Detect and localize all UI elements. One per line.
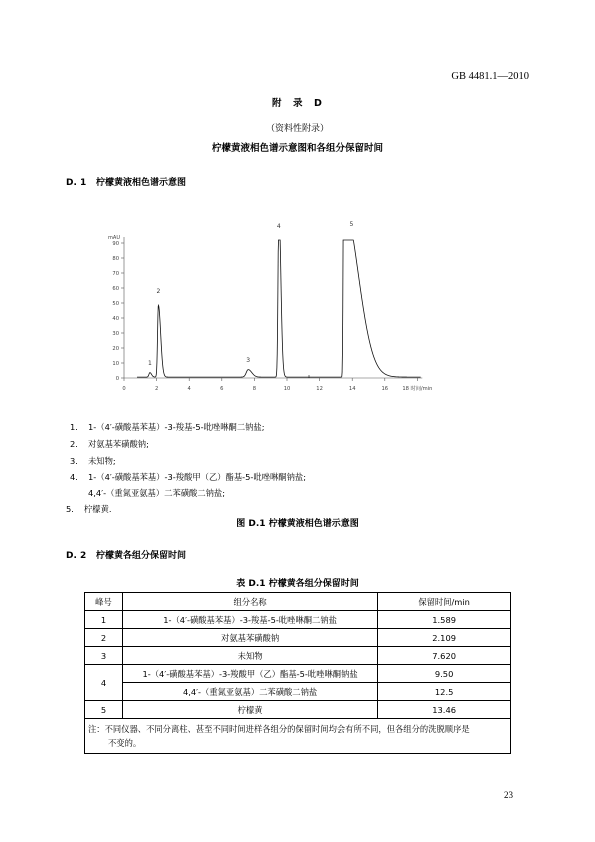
chromatogram-figure: [110, 222, 455, 402]
x-tick-label: 10: [283, 386, 291, 392]
x-tick-label: 18 时间/min: [402, 386, 433, 392]
cell-time: 9.50: [378, 665, 511, 683]
header-time: 保留时间/min: [378, 593, 511, 611]
chart-peak-labels: [148, 221, 353, 367]
x-tick-label: 14: [348, 386, 356, 392]
y-tick-label: 50: [112, 301, 119, 307]
x-tick-label: 2: [154, 386, 159, 392]
table-header-row: [85, 593, 511, 611]
legend-item: 4,4′-（重氮亚氨基）二苯磺酸二钠盐;: [88, 488, 226, 498]
cell-component: 4,4′-（重氮亚氨基）二苯磺酸二钠盐: [122, 683, 377, 701]
y-tick-label: 20: [112, 346, 119, 352]
legend-item: 3. 未知物;: [70, 456, 116, 466]
chromatogram-trace: [137, 240, 421, 377]
cell-component: 1-（4′-磺酸基苯基）-3-羧酸甲（乙）酯基-5-吡唑啉酮钠盐: [122, 665, 377, 683]
section-number: D. 1: [66, 178, 87, 188]
cell-peak: 5: [85, 701, 123, 719]
table-row: [85, 629, 511, 647]
cell-component: 对氨基苯磺酸钠: [122, 629, 377, 647]
x-tick-label: 4: [187, 386, 191, 392]
table-row: [85, 611, 511, 629]
y-tick-label: 60: [112, 286, 119, 292]
legend-item: 4. 1-（4′-磺酸基苯基）-3-羧酸甲（乙）酯基-5-吡唑啉酮钠盐;: [70, 472, 306, 482]
header-component: 组分名称: [122, 593, 377, 611]
cell-component: 柠檬黄: [122, 701, 377, 719]
x-tick-label: 8: [252, 386, 257, 392]
header-peak: 峰号: [85, 593, 123, 611]
table-note: [85, 719, 511, 754]
cell-time: 2.109: [378, 629, 511, 647]
peak-label: 2: [156, 288, 161, 295]
table-row: [85, 665, 511, 683]
x-tick-label: 16: [381, 386, 389, 392]
table-caption: 表 D.1 柠檬黄各组分保留时间: [236, 579, 359, 589]
section-d2-heading: [66, 548, 186, 561]
cell-time: 12.5: [378, 683, 511, 701]
cell-peak: 3: [85, 647, 123, 665]
peak-label: 5: [349, 221, 354, 228]
peak-label: 4: [276, 223, 281, 230]
retention-time-table: [84, 592, 511, 754]
annex-name: 柠檬黄液相色谱示意图和各组分保留时间: [211, 143, 383, 154]
annex-nature: （资料性附录）: [265, 124, 329, 134]
table-row: [85, 683, 511, 701]
annex-title: 附 录 D: [272, 98, 323, 109]
legend-item: 2. 对氨基苯磺酸钠;: [70, 439, 149, 449]
peak-label: 3: [246, 357, 251, 364]
y-tick-label: 10: [112, 361, 119, 367]
y-unit-label: mAU: [108, 235, 120, 241]
figure-caption: 图 D.1 柠檬黄液相色谱示意图: [236, 519, 359, 529]
cell-peak: 2: [85, 629, 123, 647]
cell-component: 1-（4′-磺酸基苯基）-3-羧基-5-吡唑啉酮二钠盐: [122, 611, 377, 629]
section-number: D. 2: [66, 551, 87, 561]
table-note-tail: 不变的。: [108, 738, 142, 748]
cell-component: 未知物: [122, 647, 377, 665]
page-number: 23: [504, 790, 513, 800]
x-tick-label: 12: [316, 386, 323, 392]
y-tick-label: 40: [112, 316, 119, 322]
peak-label: 1: [147, 360, 152, 367]
table-row: [85, 701, 511, 719]
section-title: 柠檬黄液相色谱示意图: [96, 178, 187, 188]
y-tick-label: 90: [112, 241, 119, 247]
y-tick-label: 70: [112, 271, 119, 277]
table-note-row: [85, 719, 511, 754]
cell-peak: 1: [85, 611, 123, 629]
legend-item: 5. 柠檬黄.: [66, 504, 112, 514]
cell-time: 7.620: [378, 647, 511, 665]
y-tick-label: 80: [112, 256, 119, 262]
x-tick-label: 0: [122, 386, 126, 392]
y-tick-label: 30: [112, 331, 119, 337]
cell-time: 1.589: [378, 611, 511, 629]
cell-time: 13.46: [378, 701, 511, 719]
table-row: [85, 647, 511, 665]
chart-trace: [137, 240, 421, 378]
section-d1-heading: [66, 175, 186, 188]
x-tick-label: 6: [220, 386, 224, 392]
legend-item: 1. 1-（4′-磺酸基苯基）-3-羧基-5-吡唑啉酮二钠盐;: [70, 422, 265, 432]
cell-peak: 4: [85, 665, 123, 701]
standard-code: GB 4481.1—2010: [451, 71, 529, 82]
y-tick-label: 0: [115, 376, 119, 382]
table-note-lead: 注：不同仪器、不同分离柱、甚至不同时间进样各组分的保留时间均会有所不同，但各组分的洗脱顺序是: [88, 724, 470, 734]
section-title: 柠檬黄各组分保留时间: [96, 551, 187, 561]
